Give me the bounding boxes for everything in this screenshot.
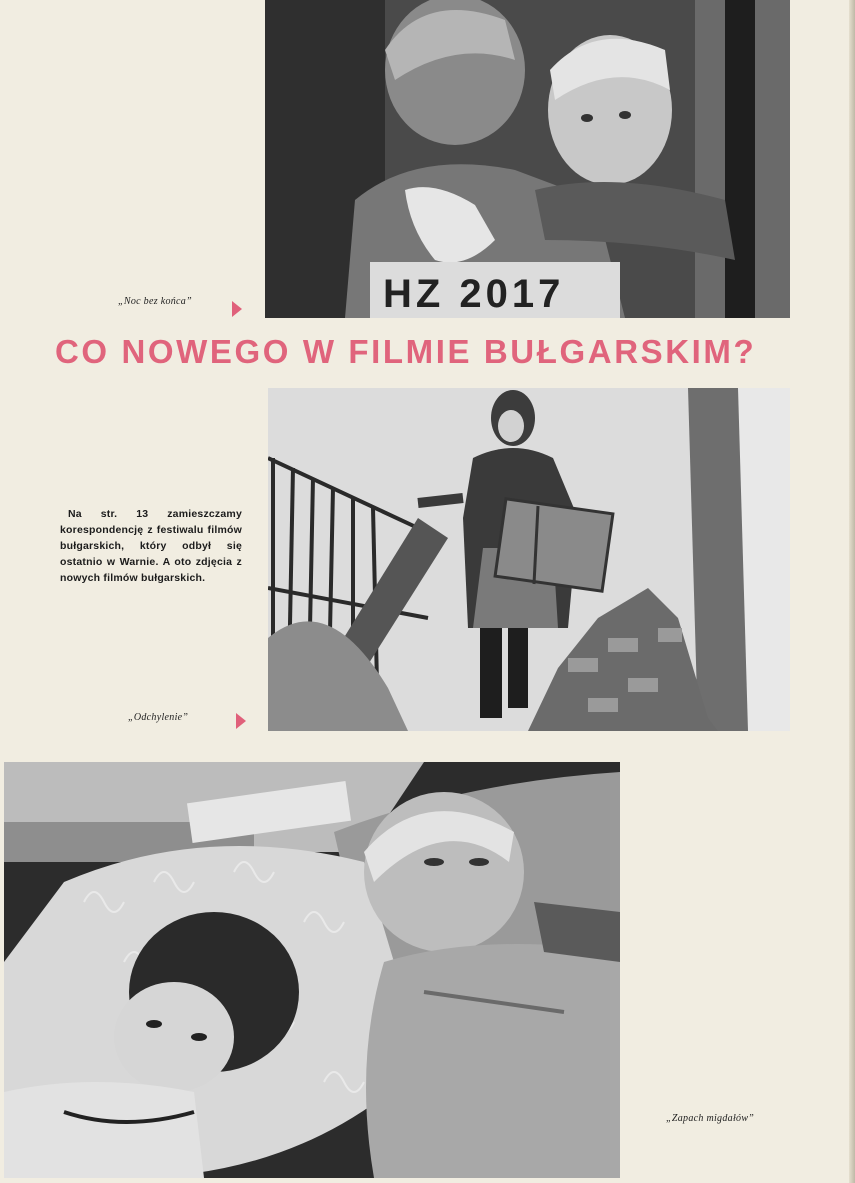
photo1-plate-text: HZ 2017 <box>383 272 565 316</box>
caption-zapach-migdalow: „Zapach migdałów” <box>666 1113 755 1124</box>
lead-paragraph: Na str. 13 zamieszczamy korespondencję z festiwalu filmów bułgarskich, który odbył się ostatnio w Warnie. A oto zdjęcia z nowych filmów bułgarskich. <box>60 508 242 584</box>
caption-marker-2 <box>236 713 246 729</box>
photo-zapach-migdalow-image <box>4 762 620 1178</box>
page-headline: CO NOWEGO W FILMIE BUŁGARSKIM? <box>55 333 757 370</box>
photo-noc-bez-konca <box>265 0 790 318</box>
photo-odchylenie-image <box>268 388 790 731</box>
photo-zapach-migdalow <box>4 762 620 1178</box>
photo-odchylenie <box>268 388 790 731</box>
caption-marker-1 <box>232 301 242 317</box>
caption-noc-bez-konca: „Noc bez końca” <box>118 296 192 307</box>
caption-odchylenie: „Odchylenie” <box>128 712 189 723</box>
page-edge <box>849 0 855 1183</box>
